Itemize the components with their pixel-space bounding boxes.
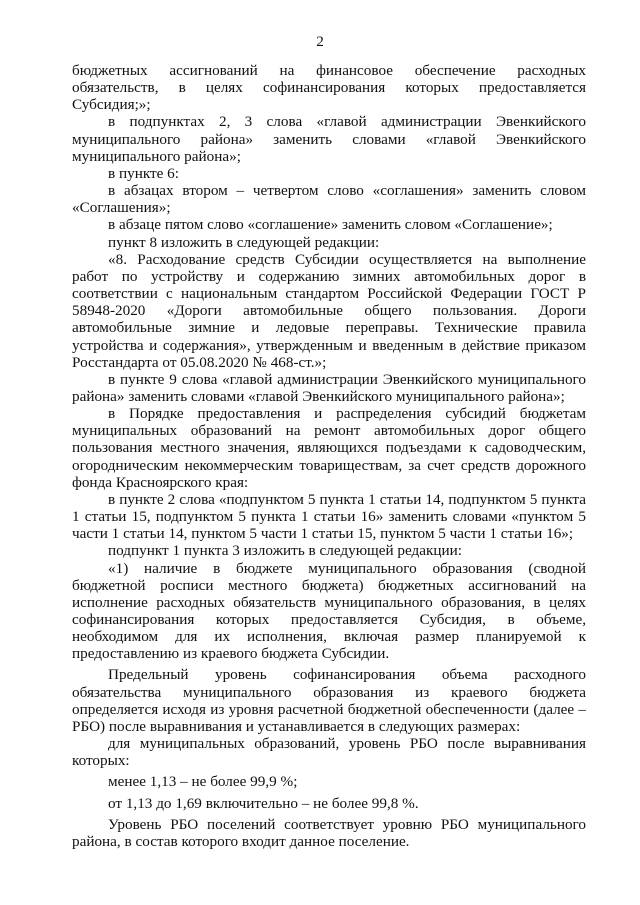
- paragraph-17: Уровень РБО поселений соответствует уровню РБО муниципального района, в состав которого входит данное поселение.: [72, 815, 586, 850]
- page-number: 2: [316, 33, 324, 50]
- paragraph-13: Предельный уровень софинансирования объема расходного обязательства муниципального образования из краевого бюджета определяется исходя из уровня расчетной бюджетной обеспеченности (далее – РБО) после выравнивания и устанавливается в следующих размерах:: [72, 666, 586, 735]
- paragraph-14: для муниципальных образований, уровень РБО после выравнивания которых:: [72, 735, 586, 770]
- paragraph-11: подпункт 1 пункта 3 изложить в следующей редакции:: [108, 542, 462, 560]
- paragraph-2: в подпунктах 2, 3 слова «главой администрации Эвенкийского муниципального района» заменить словами «главой Эвенкийского муниципального района»;: [72, 113, 586, 165]
- paragraph-9: в Порядке предоставления и распределения субсидий бюджетам муниципальных образований на ремонт автомобильных дорог общего пользования местного значения, являющихся подъездами к садоводческим, огородническим некоммерческим товариществам, за счет средств дорожного фонда Красноярского края:: [72, 405, 586, 491]
- paragraph-7: «8. Расходование средств Субсидии осуществляется на выполнение работ по устройству и содержанию зимних автомобильных дорог в соответствии с национальным стандартом Российской Федерации ГОСТ Р 58948-2020 «Дороги автомобильные общего пользования. Дороги автомобильные зимние и ледовые переправы. Технические правила устройства и содержания», утвержденным и введенным в действие приказом Росстандарта от 05.08.2020 № 468-ст.»;: [72, 250, 586, 371]
- paragraph-3: в пункте 6:: [108, 164, 179, 182]
- paragraph-8: в пункте 9 слова «главой администрации Эвенкийского муниципального района» заменить словами «главой Эвенкийского муниципального района»;: [72, 370, 586, 405]
- document-body: [72, 62, 586, 850]
- paragraph-1: бюджетных ассигнований на финансовое обеспечение расходных обязательств, в целях софинансирования которых предоставляется Субсидия;»;: [72, 62, 586, 114]
- paragraph-5: в абзаце пятом слово «соглашение» заменить словом «Соглашение»;: [108, 216, 553, 234]
- paragraph-6: пункт 8 изложить в следующей редакции:: [108, 233, 380, 251]
- paragraph-4: в абзацах втором – четвертом слово «соглашения» заменить словом «Соглашения»;: [72, 182, 586, 217]
- paragraph-16: от 1,13 до 1,69 включительно – не более 99,8 %.: [108, 794, 419, 812]
- paragraph-15: менее 1,13 – не более 99,9 %;: [108, 773, 298, 791]
- paragraph-12: «1) наличие в бюджете муниципального образования (сводной бюджетной росписи местного бюджета) бюджетных ассигнований на исполнение расходных обязательств муниципального образования, в целях софинансирования которых предоставляется Субсидия, в объеме, необходимом для их исполнения, включая размер планируемой к предоставлению из краевого бюджета Субсидии.: [72, 559, 586, 663]
- paragraph-10: в пункте 2 слова «подпунктом 5 пункта 1 статьи 14, подпунктом 5 пункта 1 статьи 15, подпунктом 5 пункта 1 статьи 16» заменить словами «пунктом 5 части 1 статьи 14, пунктом 5 части 1 статьи 15, пунктом 5 части 1 статьи 16»;: [72, 490, 586, 543]
